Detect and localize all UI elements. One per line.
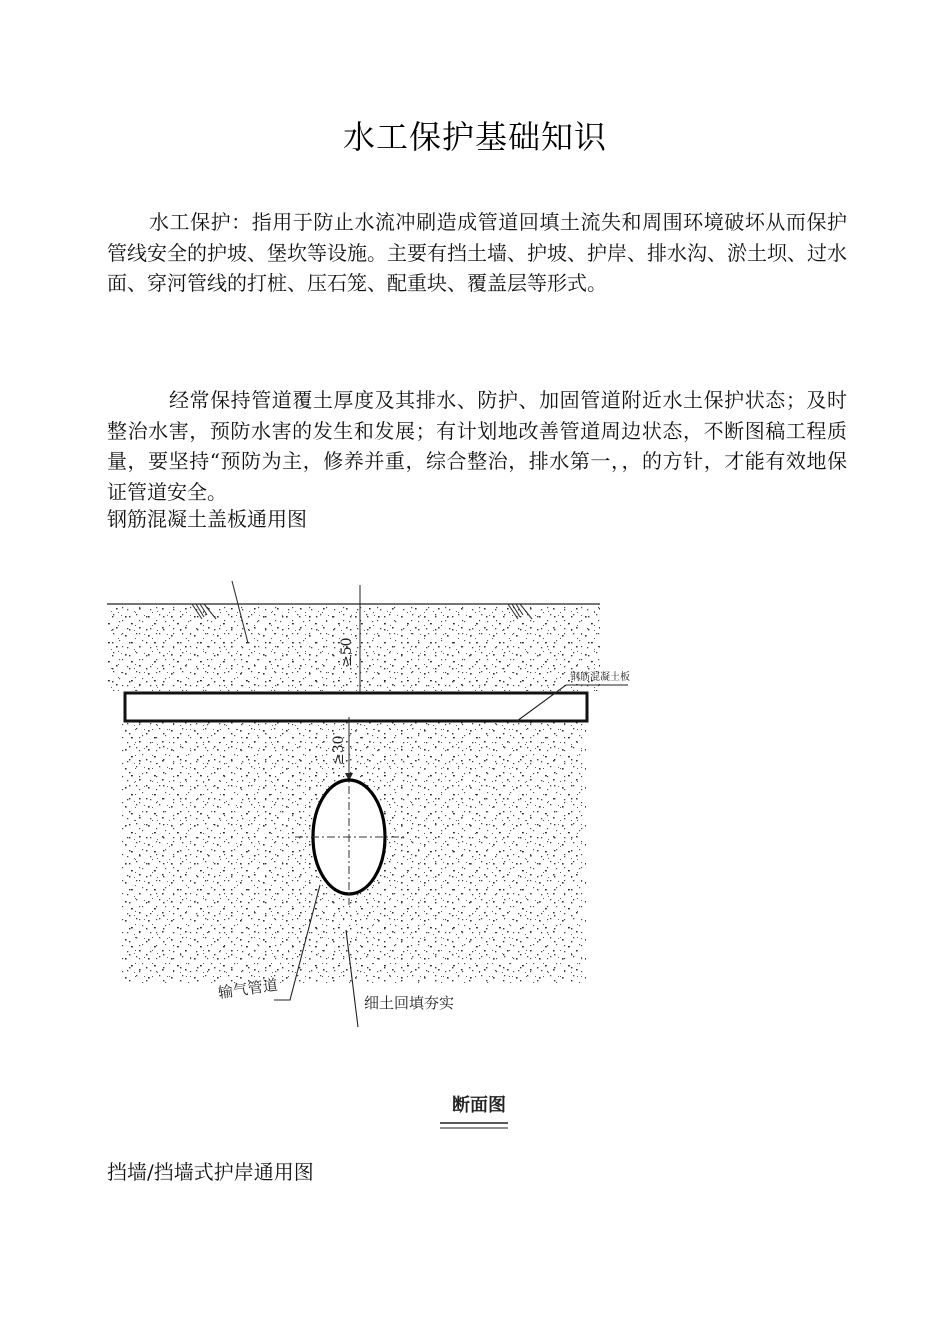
pipe-label: 输气管道 <box>216 975 279 1002</box>
section-title: 断面图 <box>452 1095 506 1116</box>
paragraph-maintenance: 经常保持管道覆土厚度及其排水、防护、加固管道附近水土保护状态；及时整治水害，预防水害的发生和发展；有计划地改善管道周边状态，不断图稿工程质量，要坚持“预防为主，修养并重，综合整治，排水第一，，的方针，才能有效地保证管道安全。 <box>107 388 847 504</box>
dim-cover-depth-label: ≥50 <box>339 637 355 667</box>
slab-label: 钢筋混凝土板 <box>570 672 630 683</box>
dim-slab-clearance-label: ≥30 <box>331 735 347 765</box>
figure-caption-cover-slab: 钢筋混凝土盖板通用图 <box>107 507 307 531</box>
backfill-label: 细土回填夯实 <box>364 994 455 1012</box>
paragraph-definition: 水工保护：指用于防止水流冲刷造成管道回填土流失和周围环境破坏从而保护管线安全的护坡、堡坎等设施。主要有挡土墙、护坡、护岸、排水沟、淤土坝、过水面、穿河管线的打桩、压石笼、配重块、覆盖层等形式。 <box>107 210 847 295</box>
figure-caption-retaining-wall: 挡墙/挡墙式护岸通用图 <box>107 1160 314 1184</box>
concrete-cover-slab <box>125 693 587 721</box>
page-title: 水工保护基础知识 <box>342 118 607 156</box>
cross-section-diagram <box>100 575 660 1145</box>
